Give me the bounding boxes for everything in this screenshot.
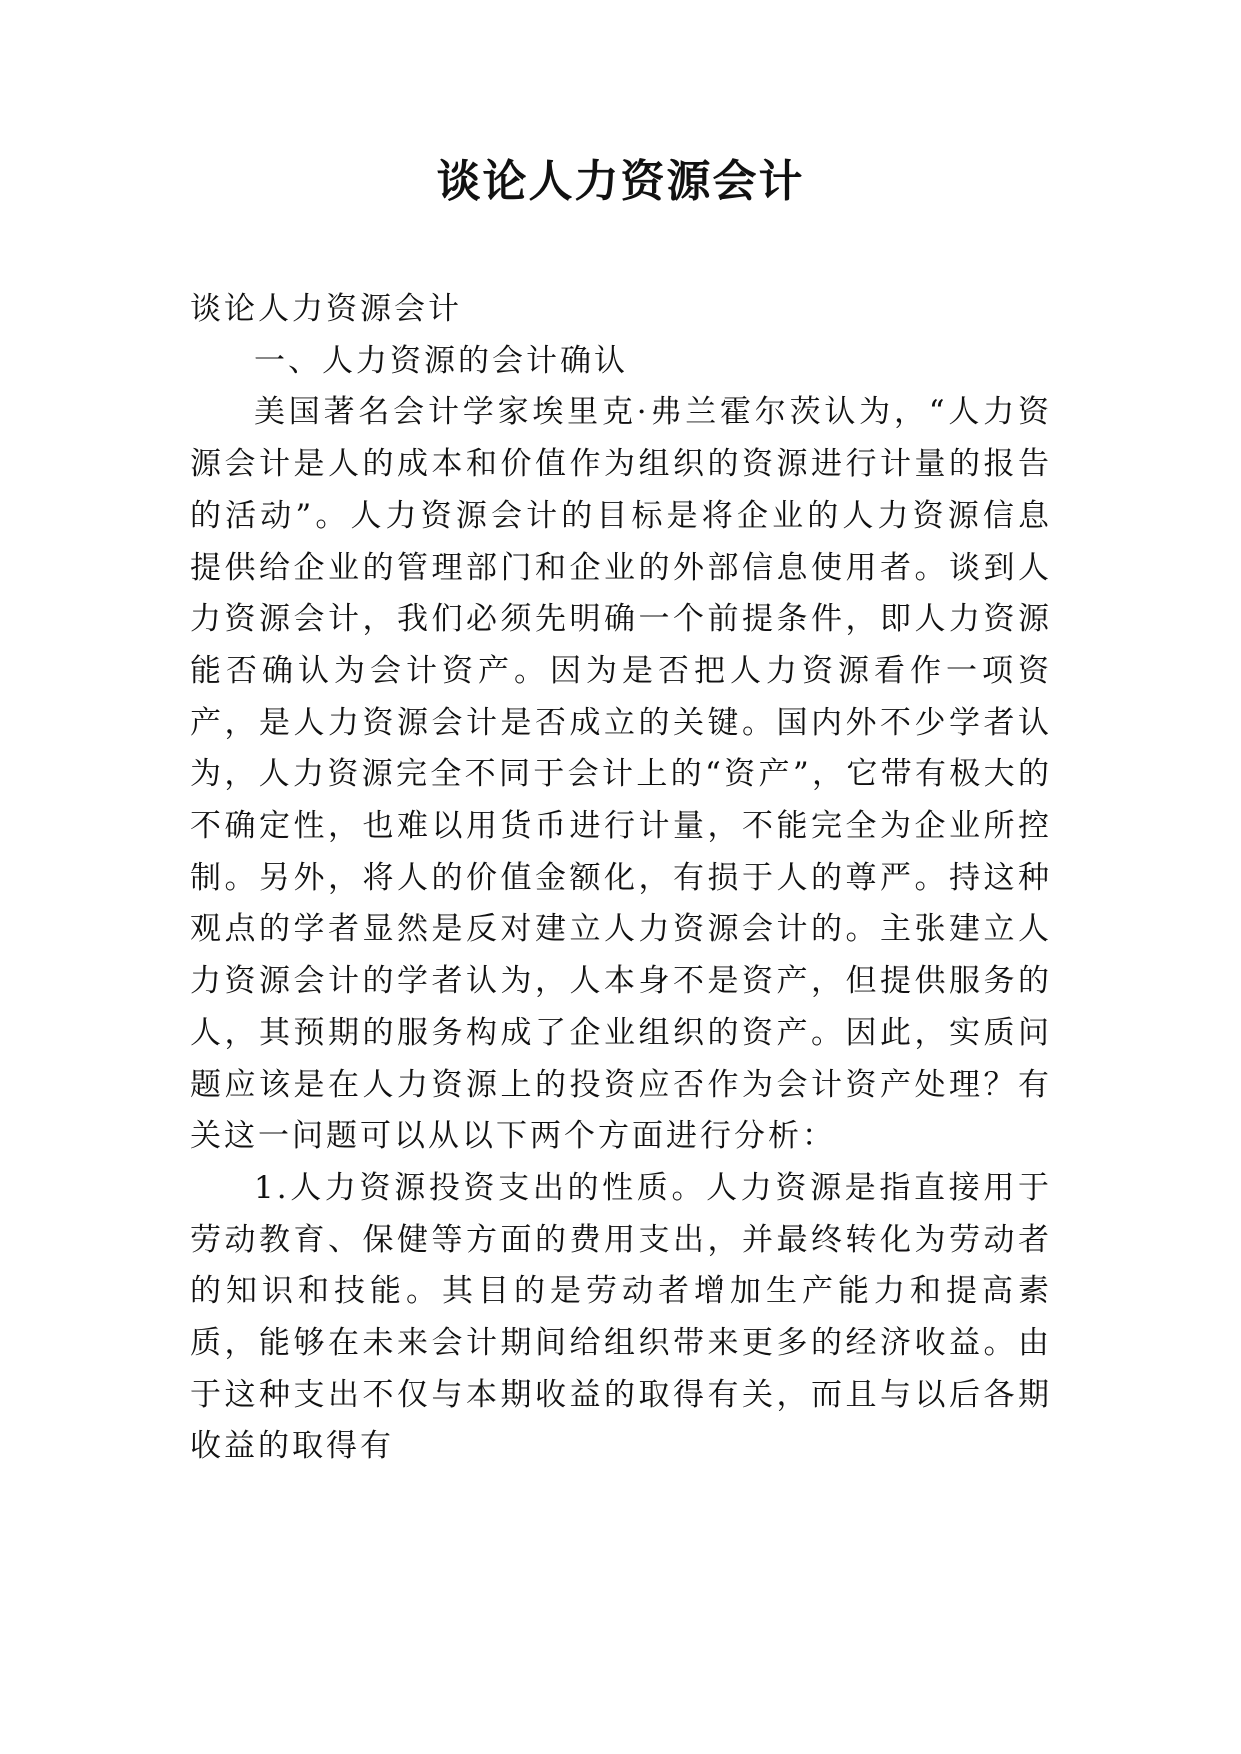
- body-paragraph: 1.人力资源投资支出的性质。人力资源是指直接用于劳动教育、保健等方面的费用支出，并最终转化为劳动者的知识和技能。其目的是劳动者增加生产能力和提高素质，能够在未来会计期间给组织带来更多的经济收益。由于这种支出不仅与本期收益的取得有关，而且与以后各期收益的取得有: [190, 1169, 1052, 1465]
- document-subtitle: 谈论人力资源会计: [190, 291, 462, 327]
- document-body: [190, 284, 1052, 1473]
- section-heading: 一、人力资源的会计确认: [254, 342, 628, 379]
- body-paragraph: 美国著名会计学家埃里克·弗兰霍尔茨认为，“人力资源会计是人的成本和价值作为组织的资源进行计量的报告的活动”。人力资源会计的目标是将企业的人力资源信息提供给企业的管理部门和企业的外部信息使用者。谈到人力资源会计，我们必须先明确一个前提条件，即人力资源能否确认为会计资产。因为是否把人力资源看作一项资产，是人力资源会计是否成立的关键。国内外不少学者认为，人力资源完全不同于会计上的“资产”，它带有极大的不确定性，也难以用货币进行计量，不能完全为企业所控制。另外，将人的价值金额化，有损于人的尊严。持这种观点的学者显然是反对建立人力资源会计的。主张建立人力资源会计的学者认为，人本身不是资产，但提供服务的人，其预期的服务构成了企业组织的资产。因此，实质问题应该是在人力资源上的投资应否作为会计资产处理？有关这一问题可以从以下两个方面进行分析：: [190, 394, 1052, 1155]
- document-title: 谈论人力资源会计: [436, 156, 805, 207]
